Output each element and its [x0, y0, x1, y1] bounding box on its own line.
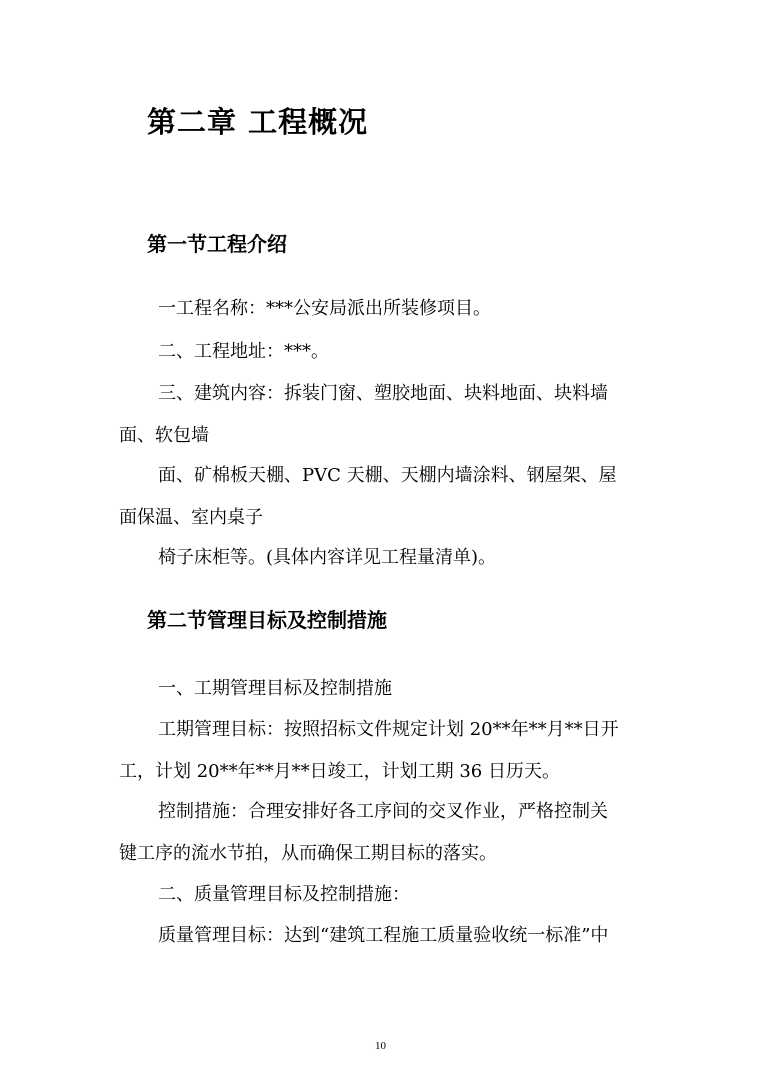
paragraph-line: 二、工程地址：***。 — [158, 341, 329, 362]
section-title-intro: 第一节工程介绍 — [147, 232, 287, 256]
chapter-title: 第二章 工程概况 — [147, 105, 369, 139]
page-number: 10 — [375, 1040, 386, 1052]
paragraph-line: 工，计划 20**年**月**日竣工，计划工期 36 日历天。 — [119, 761, 560, 782]
paragraph-line: 面保温、室内桌子 — [119, 507, 263, 528]
section-title-management: 第二节管理目标及控制措施 — [147, 608, 387, 632]
paragraph-line: 工期管理目标：按照招标文件规定计划 20**年**月**日开 — [158, 719, 619, 740]
paragraph-line: 三、建筑内容：拆装门窗、塑胶地面、块料地面、块料墙 — [158, 383, 608, 404]
paragraph-line: 控制措施：合理安排好各工序间的交叉作业，严格控制关 — [158, 801, 608, 822]
paragraph-line: 一工程名称：***公安局派出所装修项目。 — [158, 298, 491, 319]
paragraph-line: 椅子床柜等。(具体内容详见工程量清单)。 — [158, 547, 497, 568]
paragraph-line: 质量管理目标：达到“建筑工程施工质量验收统一标准”中 — [158, 925, 609, 946]
paragraph-line: 二、质量管理目标及控制措施： — [158, 884, 410, 905]
paragraph-line: 键工序的流水节拍，从而确保工期目标的落实。 — [119, 843, 497, 864]
paragraph-line: 面、软包墙 — [119, 425, 209, 446]
paragraph-line: 面、矿棉板天棚、PVC 天棚、天棚内墙涂料、钢屋架、屋 — [158, 465, 617, 486]
paragraph-line: 一、工期管理目标及控制措施 — [158, 678, 392, 699]
